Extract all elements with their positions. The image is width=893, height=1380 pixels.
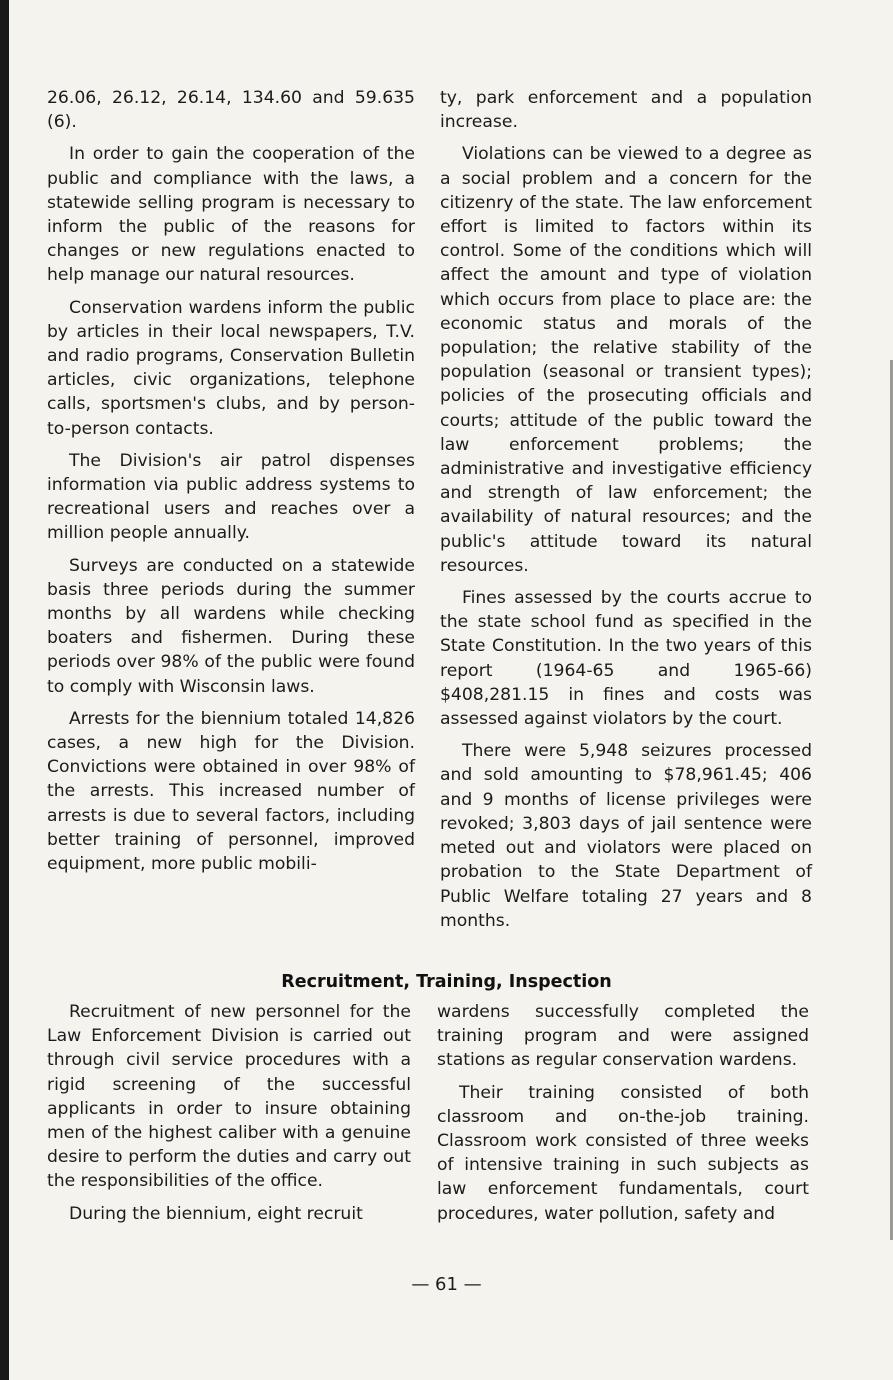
paragraph: Their training consisted of both classroom and on-the-job training. Classroom work consisted of three weeks of intensive training in such subjects as law enforcement fundamentals, court procedures, water pollution, safety and: [437, 1082, 809, 1224]
paragraph: In order to gain the cooperation of the public and compliance with the laws, a statewide selling program is necessary to inform the public of the reasons for changes or new regulations enacted to help manage our natural resources.: [47, 144, 415, 286]
paragraph: Conservation wardens inform the public by articles in their local newspapers, T.V. and radio programs, Conservation Bulletin articles, civic organizations, telephone calls, sportsmen's clubs, and by person-to-person contacts.: [47, 297, 415, 439]
paragraph: Arrests for the biennium totaled 14,826 cases, a new high for the Division. Convictions were obtained in over 98% of the arrests. This increased number of arrests is due to several factors, including better training of personnel, improved equipment, more public mobili-: [47, 708, 415, 875]
page-number: — 61 —: [411, 1274, 482, 1295]
paragraph: 26.06, 26.12, 26.14, 134.60 and 59.635 (6).: [47, 88, 415, 133]
paragraph: ty, park enforcement and a population increase.: [440, 88, 812, 133]
paragraph: Violations can be viewed to a degree as a social problem and a concern for the citizenry of the state. The law enforcement effort is limited to factors within its control. Some of the conditions which will affect the amount and type of violation which occurs from place to place are: the economic status and morals of the population; the relative stability of the population (seasonal or transient types); policies of the prosecuting officials and courts; attitude of the public toward the law enforcement problems; the administrative and investigative efficiency and strength of law enforcement; the availability of natural resources; and the public's attitude toward its natural resources.: [440, 144, 812, 576]
paragraph: Surveys are conducted on a statewide basis three periods during the summer months by all wardens while checking boaters and fishermen. During these periods over 98% of the public were found to comply with Wisconsin laws.: [47, 555, 415, 697]
paragraph: The Division's air patrol dispenses information via public address systems to recreational users and reaches over a million people annually.: [47, 450, 415, 544]
page-binding-edge: [0, 0, 9, 1380]
paragraph: During the biennium, eight recruit: [69, 1203, 363, 1224]
top-left-column: [47, 86, 415, 884]
top-right-column: [440, 86, 812, 941]
paragraph: Fines assessed by the courts accrue to the state school fund as specified in the State Constitution. In the two years of this report (1964-65 and 1965-66) $408,281.15 in fines and costs was assessed against violators by the court.: [440, 588, 812, 730]
paragraph: Recruitment of new personnel for the Law Enforcement Division is carried out through civil service procedures with a rigid screening of the successful applicants in order to insure obtaining men of the highest caliber with a genuine desire to perform the duties and carry out the responsibilities of the office.: [47, 1002, 411, 1192]
paragraph: There were 5,948 seizures processed and sold amounting to $78,961.45; 406 and 9 months of license privileges were revoked; 3,803 days of jail sentence were meted out and violators were placed on probation to the State Department of Public Welfare totaling 27 years and 8 months.: [440, 741, 812, 931]
section-heading: Recruitment, Training, Inspection: [281, 972, 612, 992]
bottom-right-column: [437, 1000, 809, 1234]
bottom-left-column: [47, 1000, 411, 1234]
paragraph: wardens successfully completed the training program and were assigned stations as regular conservation wardens.: [437, 1002, 809, 1071]
